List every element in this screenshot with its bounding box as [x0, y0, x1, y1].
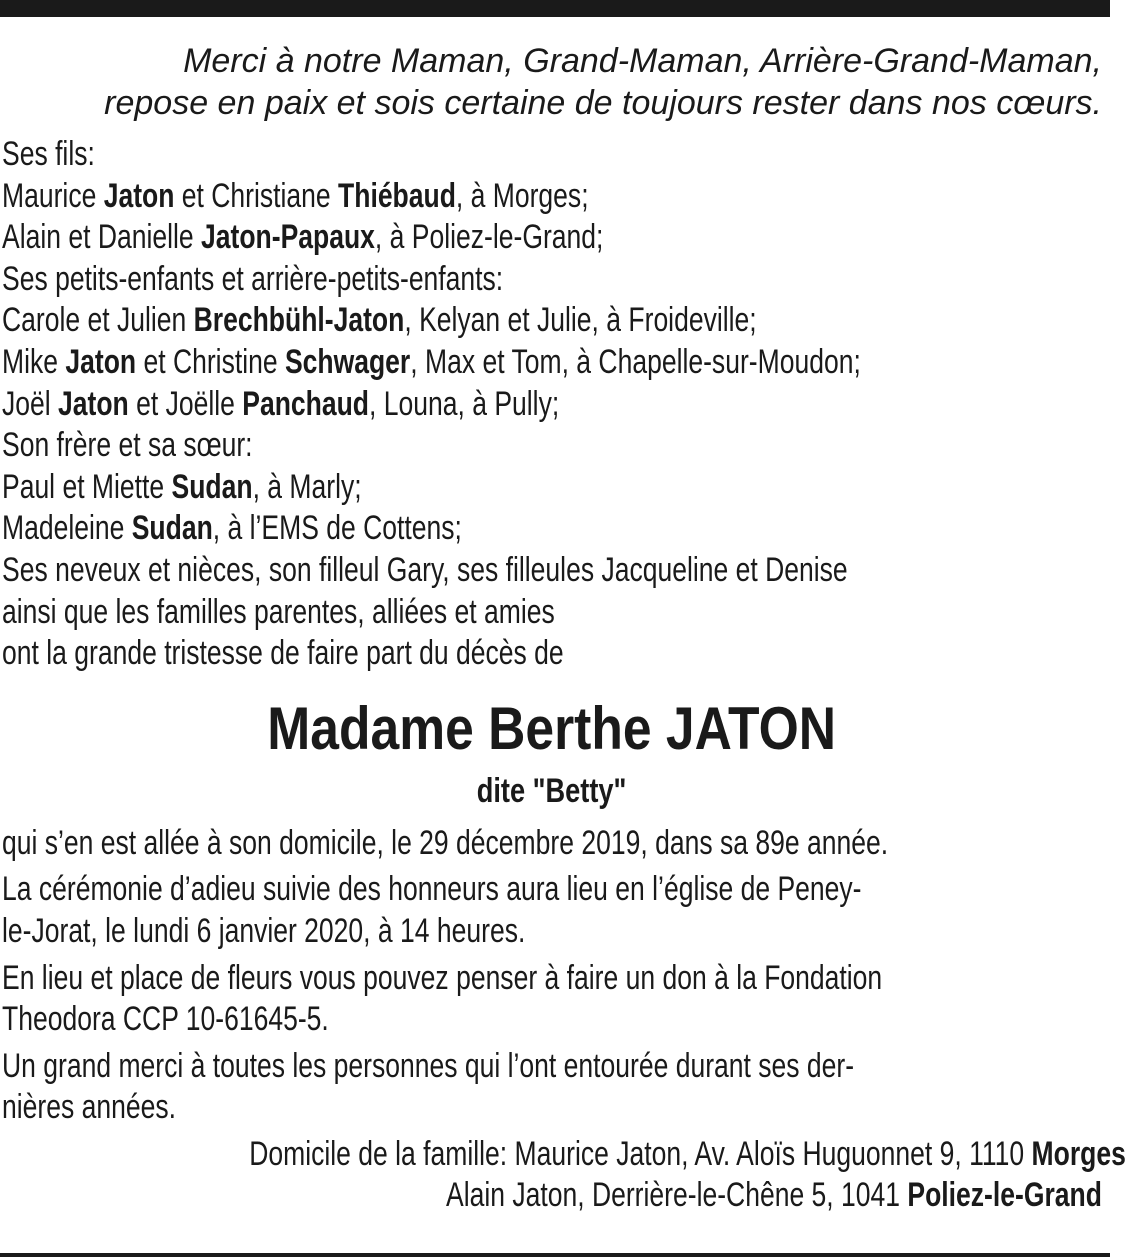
thanks-message: Un grand merci à toutes les personnes qui l’ont entourée durant ses der- nières années.: [2, 1046, 855, 1127]
others-line-2: ainsi que les familles parentes, alliées et amies: [2, 592, 555, 631]
grandchildren-heading: Ses petits-enfants et arrière-petits-enfants:: [2, 259, 504, 298]
details-section: [2, 823, 1102, 1129]
bottom-border: [0, 1253, 1110, 1257]
intro-message: [2, 40, 1102, 124]
obituary-notice: [2, 40, 1126, 1217]
sons-heading: Ses fils:: [2, 135, 95, 173]
family-list: [2, 134, 1102, 675]
siblings-heading: Son frère et sa sœur:: [2, 426, 253, 465]
donation-details: En lieu et place de fleurs vous pouvez penser à faire un don à la Fondation Theodora CCP 10-61645-5.: [2, 958, 883, 1039]
ceremony-details: La cérémonie d’adieu suivie des honneurs aura lieu en l’église de Peney- le-Jorat, le lundi 6 janvier 2020, à 14 heures.: [2, 870, 862, 950]
deceased-name: Madame Berthe JATON: [267, 694, 837, 762]
death-details: qui s’en est allée à son domicile, le 29 décembre 2019, dans sa 89e année.: [2, 823, 889, 862]
top-border: [0, 0, 1110, 17]
intro-line-2: repose en paix et sois certaine de toujours rester dans nos cœurs.: [104, 84, 1102, 122]
grandchild-entry-1: Carole et Julien Brechbühl-Jaton, Kelyan et Julie, à Froideville;: [2, 301, 757, 340]
sibling-entry-2: Madeleine Sudan, à l’EMS de Cottens;: [2, 509, 462, 548]
sibling-entry-1: Paul et Miette Sudan, à Marly;: [2, 467, 362, 506]
grandchild-entry-2: Mike Jaton et Christine Schwager, Max et Tom, à Chapelle-sur-Moudon;: [2, 342, 861, 381]
deceased-nickname: dite "Betty": [477, 771, 627, 810]
family-address: [2, 1134, 1126, 1217]
address-line-1: Domicile de la famille: Maurice Jaton, Av. Aloïs Huguonnet 9, 1110 Morges: [249, 1134, 1126, 1173]
others-line-1: Ses neveux et nièces, son filleul Gary, ses filleules Jacqueline et Denise: [2, 550, 848, 589]
address-line-2: Alain Jaton, Derrière-le-Chêne 5, 1041 Poliez-le-Grand: [446, 1176, 1102, 1215]
son-entry-1: Maurice Jaton et Christiane Thiébaud, à Morges;: [2, 176, 589, 215]
intro-line-1: Merci à notre Maman, Grand-Maman, Arrière-Grand-Maman,: [183, 42, 1102, 80]
son-entry-2: Alain et Danielle Jaton-Papaux, à Poliez-le-Grand;: [2, 218, 604, 257]
announcement-line: ont la grande tristesse de faire part du décès de: [2, 634, 564, 673]
grandchild-entry-3: Joël Jaton et Joëlle Panchaud, Louna, à Pully;: [2, 384, 560, 423]
